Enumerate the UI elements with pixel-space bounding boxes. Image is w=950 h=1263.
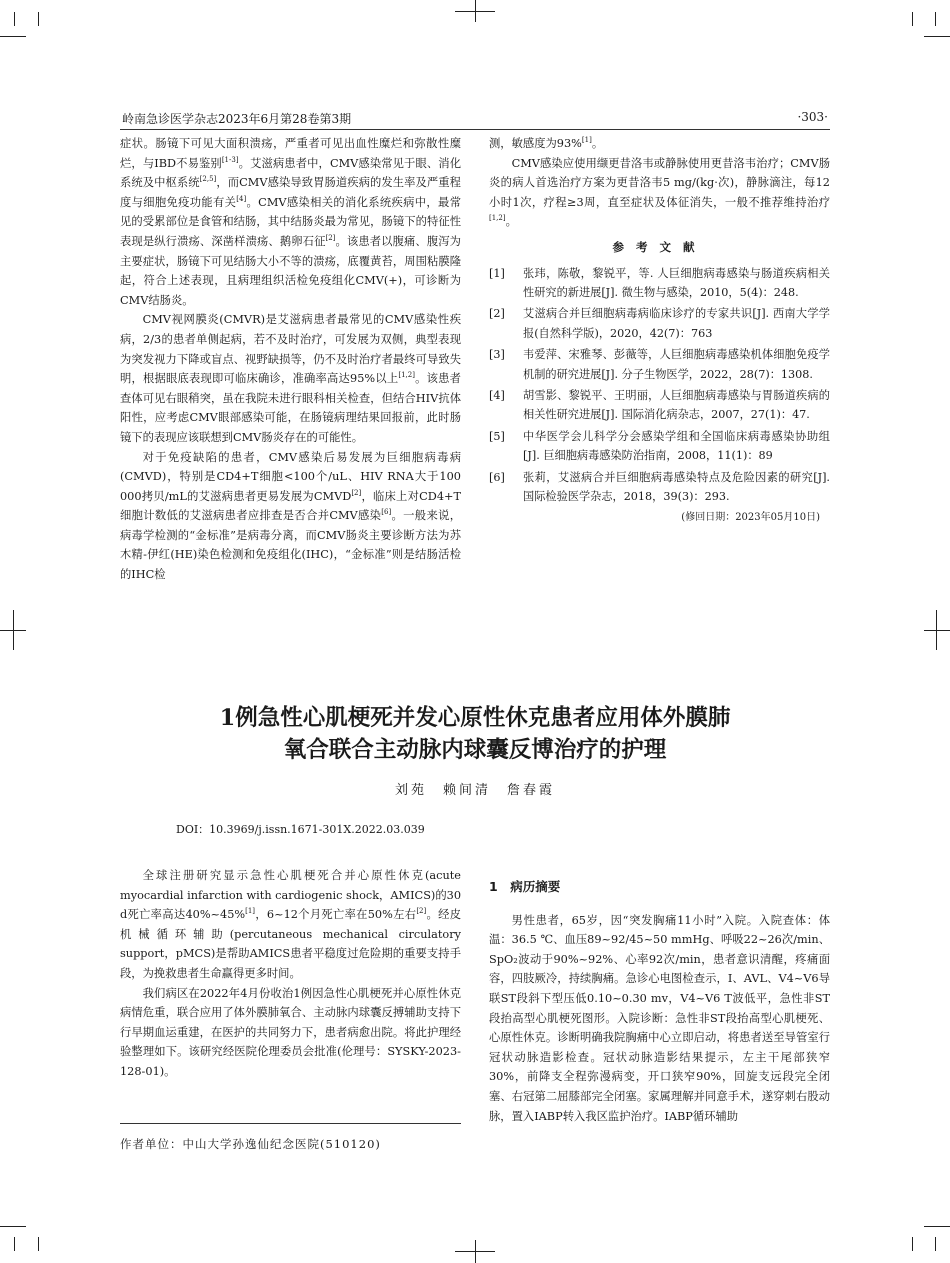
article-right-column xyxy=(489,877,830,1126)
references-heading: 参考文献 xyxy=(612,239,707,254)
paragraph: CMV感染应使用缬更昔洛韦或静脉使用更昔洛韦治疗；CMV肠炎的病人首选治疗方案为更昔洛韦5 mg/(kg·次)，静脉滴注，每12小时1次，疗程≥3周，直至症状及体征消失，一般不推荐维持治疗[1,2]。 xyxy=(489,156,830,229)
paragraph: 对于免疫缺陷的患者，CMV感染后易发展为巨细胞病毒病(CMVD)，特别是CD4+T细胞<100个/uL、HIV RNA大于100 000拷贝/mL的艾滋病患者更易发展为CMVD[2]，临床上对CD4+T细胞计数低的艾滋病患者应排查是否合并CMV感染[6]。一般来说，病毒学检测的“金标准”是病毒分离，而CMV肠炎主要诊断方法为苏木精-伊红(HE)染色检测和免疫组化(IHC)，“金标准”则是结肠活检的IHC检 xyxy=(120,450,462,582)
footnote-rule xyxy=(120,1123,461,1124)
header-rule xyxy=(120,129,830,130)
crop-mark xyxy=(924,630,950,631)
reference-item: [6] 张莉，艾滋病合并巨细胞病毒感染特点及危险因素的研究[J]. 国际检验医学杂志，2018，39(3)：293. xyxy=(489,470,830,504)
article-doi: DOI：10.3969/j.issn.1671-301X.2022.03.039 xyxy=(176,823,425,836)
reference-item: [1] 张玮，陈敬，黎锐平，等. 人巨细胞病毒感染与肠道疾病相关性研究的新进展[J]. 微生物与感染，2010，5(4)：248. xyxy=(489,266,830,299)
journal-header: 岭南急诊医学杂志2023年6月第28卷第3期 xyxy=(122,112,352,126)
section-heading: 1 病历摘要 xyxy=(489,879,561,894)
reference-item: [5] 中华医学会儿科学分会感染学组和全国临床病毒感染协助组[J]. 巨细胞病毒感染防治指南，2008，11(1)：89 xyxy=(489,429,830,463)
page-number: ·303· xyxy=(797,110,828,124)
crop-mark xyxy=(912,1237,913,1251)
crop-mark xyxy=(38,1237,39,1251)
crop-mark xyxy=(935,12,936,26)
crop-mark xyxy=(14,1237,15,1251)
author-affiliation: 作者单位：中山大学孙逸仙纪念医院(510120) xyxy=(120,1137,381,1151)
prev-article-left-column xyxy=(120,134,461,585)
article-authors: 刘苑 赖间清 詹春霞 xyxy=(394,783,555,798)
paragraph: 症状。肠镜下可见大面积溃疡，严重者可见出血性糜烂和弥散性糜烂，与IBD不易鉴别[1-3]。艾滋病患者中，CMV感染常见于眼、消化系统及中枢系统[2,5]，而CMV感染导致胃肠道疾病的发生率及严重程度与细胞免疫功能有关[4]。CMV感染相关的消化系统疾病中，最常见的受累部位是食管和结肠，其中结肠炎最为常见，肠镜下的特征性表现是纵行溃疡、深凿样溃疡、鹅卵石征[2]。该患者以腹痛、腹泻为主要症状，肠镜下可见结肠大小不等的溃疡，底覆黄苔，周围粘膜隆起，符合上述表现，且病理组织活检免疫组化CMV(+)，可诊断为CMV结肠炎。 xyxy=(120,137,461,307)
paragraph: CMV视网膜炎(CMVR)是艾滋病患者最常见的CMV感染性疾病，2/3的患者单侧起病，若不及时治疗，可发展为双侧，典型表现为突发视力下降或盲点、视野缺损等，仍不及时治疗者最终可导致失明，根据眼底表现即可临床确诊，准确率高达95%以上[1,2]。该患者查体可见右眼稍突，虽在我院未进行眼科相关检查，但结合HIV抗体阳性，应考虑CMV眼部感染可能，在肠镜病理结果回报前，此时肠镜下的表现应该联想到CMV肠炎存在的可能性。 xyxy=(120,313,461,444)
reference-item: [3] 韦爱萍、宋雅琴、彭薇等，人巨细胞病毒感染机体细胞免疫学机制的研究进展[J]. 分子生物医学，2022，28(7)：1308. xyxy=(489,348,830,381)
paragraph: 男性患者，65岁，因“突发胸痛11小时”入院。入院查体：体温：36.5 ℃、血压89~92/45~50 mmHg、呼吸22~26次/min、SpO₂波动于90%~92%、心率92次/min，患者意识清醒，疼痛面容，四肢厥冷，持续胸痛。急诊心电图检查示，Ⅰ、AVL、V4~V6导联ST段斜下型压低0.10~0.30 mv，V4~V6 T波低平，急性非ST段抬高型心肌梗死图形。入院诊断：急性非ST段抬高型心肌梗死、心原性休克。诊断明确我院胸痛中心立即启动，将患者送至导管室行冠状动脉造影检查。冠状动脉造影结果提示，左主干尾部狭窄30%，前降支全程弥漫病变，开口狭窄90%，回旋支远段完全闭塞、右冠第二屈膝部完全闭塞。家属理解并同意手术，遂穿刺右股动脉，置入IABP转入我区监护治疗。IABP循环辅助 xyxy=(489,913,830,1123)
crop-mark xyxy=(455,11,495,12)
crop-mark xyxy=(924,36,950,37)
crop-mark xyxy=(455,1251,495,1252)
article-left-column xyxy=(120,866,461,1082)
crop-mark xyxy=(14,12,15,26)
article-title-line-1: 1例急性心肌梗死并发心原性休克患者应用体外膜肺 xyxy=(219,705,731,731)
paragraph: 全球注册研究显示急性心肌梗死合并心原性休克(acute myocardial infarction with cardiogenic shock，AMICS)的30 d死亡率高达40%~45%[1]，6~12个月死亡率在50%左右[2]。经皮机械循环辅助(percutaneous mechanical circulatory support，pMCS)是帮助AMICS患者平稳度过危险期的重要支持手段，为挽救患者生命赢得更多时间。 xyxy=(120,869,462,980)
revision-date: (修回日期：2023年05月10日) xyxy=(681,512,820,524)
reference-item: [4] 胡雪影、黎锐平、王明丽，人巨细胞病毒感染与胃肠道疾病的相关性研究进展[J]. 国际消化病杂志，2007，27(1)：47. xyxy=(489,389,830,422)
crop-mark xyxy=(0,1226,26,1227)
crop-mark xyxy=(0,630,26,631)
prev-article-right-column xyxy=(489,134,830,528)
reference-list xyxy=(489,264,830,507)
paragraph: 我们病区在2022年4月份收治1例因急性心肌梗死并心原性休克病情危重，联合应用了体外膜肺氧合、主动脉内球囊反搏辅助支持下行早期血运重建，在医护的共同努力下，患者病愈出院。将此护理经验整理如下。该研究经医院伦理委员会批准(伦理号：SYSKY-2023-128-01)。 xyxy=(120,986,461,1078)
crop-mark xyxy=(912,12,913,26)
crop-mark xyxy=(924,1226,950,1227)
article-title-line-2: 氧合联合主动脉内球囊反博治疗的护理 xyxy=(283,737,667,763)
crop-mark xyxy=(935,1237,936,1251)
paragraph: 测，敏感度为93%[1]。 xyxy=(489,136,604,150)
crop-mark xyxy=(0,36,26,37)
reference-item: [2] 艾滋病合并巨细胞病毒病临床诊疗的专家共识[J]. 西南大学学报(自然科学版)，2020，42(7)：763 xyxy=(489,307,830,340)
crop-mark xyxy=(38,12,39,26)
